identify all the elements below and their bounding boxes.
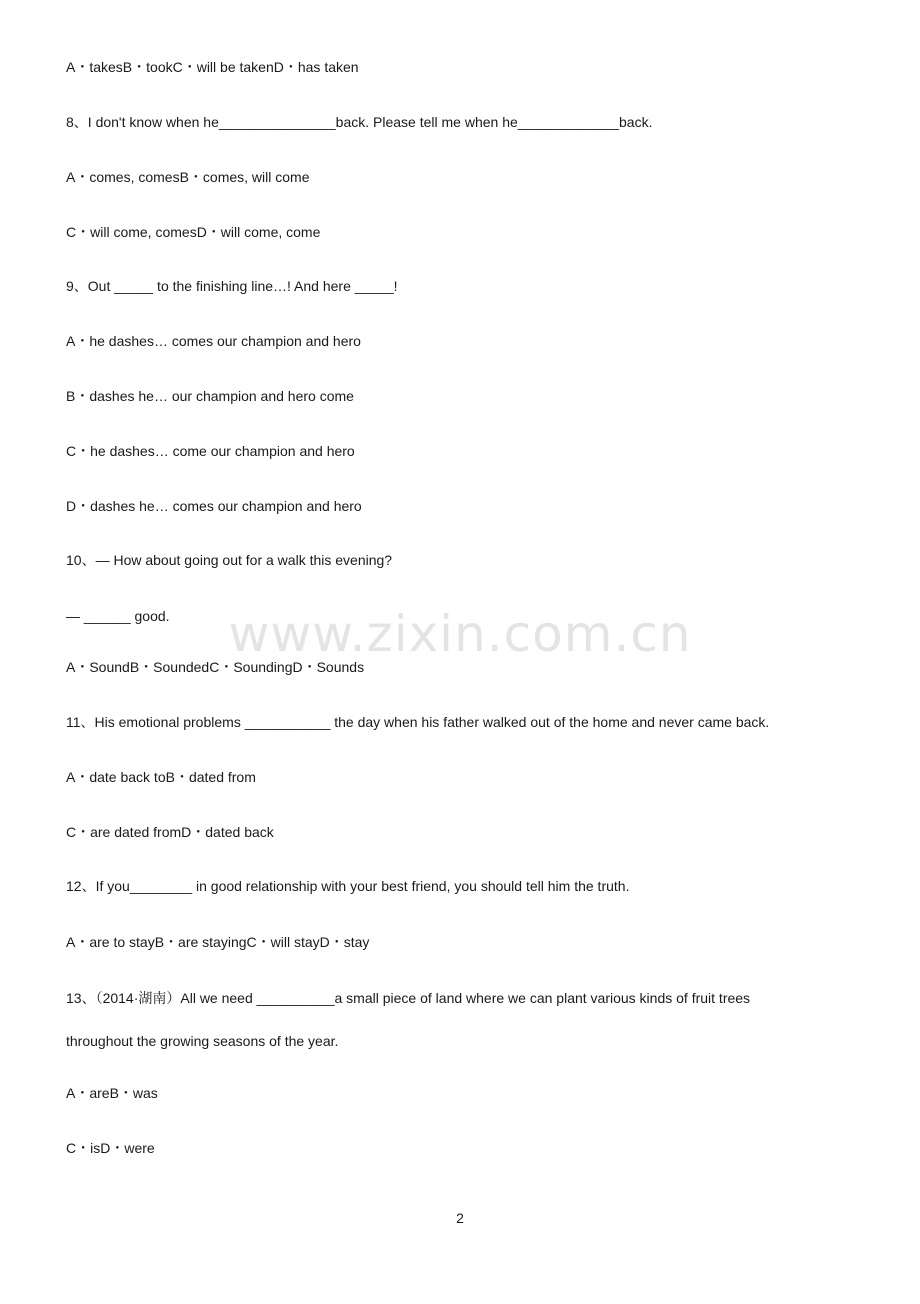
- q12-options: A・are to stayB・are stayingC・will stayD・stay: [66, 934, 370, 950]
- q9-question: 9、Out _____ to the finishing line…! And here _____!: [66, 278, 398, 294]
- page-number: 2: [456, 1210, 464, 1226]
- q10-response: — ______ good.: [66, 608, 170, 624]
- q13-options-ab: A・areB・was: [66, 1085, 158, 1101]
- q9-option-d: D・dashes he… comes our champion and hero: [66, 498, 362, 514]
- q13-options-cd: C・isD・were: [66, 1140, 155, 1156]
- q11-options-ab: A・date back toB・dated from: [66, 769, 256, 785]
- q11-options-cd: C・are dated fromD・dated back: [66, 824, 274, 840]
- q9-option-c: C・he dashes… come our champion and hero: [66, 443, 355, 459]
- q8-options-cd: C・will come, comesD・will come, come: [66, 224, 321, 240]
- q10-options: A・SoundB・SoundedC・SoundingD・Sounds: [66, 659, 365, 675]
- q13-question-continued: throughout the growing seasons of the year.: [66, 1033, 339, 1049]
- q9-option-b: B・dashes he… our champion and hero come: [66, 388, 354, 404]
- q9-option-a: A・he dashes… comes our champion and hero: [66, 333, 361, 349]
- watermark: www.zixin.com.cn: [228, 605, 692, 663]
- q12-question: 12、If you________ in good relationship with your best friend, you should tell him the truth.: [66, 878, 630, 894]
- q7-options: A・takesB・tookC・will be takenD・has taken: [66, 59, 359, 75]
- q11-question: 11、His emotional problems ___________ the day when his father walked out of the home and never came back.: [66, 714, 770, 730]
- q13-question: 13、（2014·湖南）All we need __________a small piece of land where we can plant various kinds of fruit trees: [66, 990, 751, 1006]
- q8-options-ab: A・comes, comesB・comes, will come: [66, 169, 310, 185]
- q8-question: 8、I don't know when he_______________back. Please tell me when he_____________back.: [66, 114, 653, 130]
- q10-question: 10、— How about going out for a walk this evening?: [66, 552, 393, 568]
